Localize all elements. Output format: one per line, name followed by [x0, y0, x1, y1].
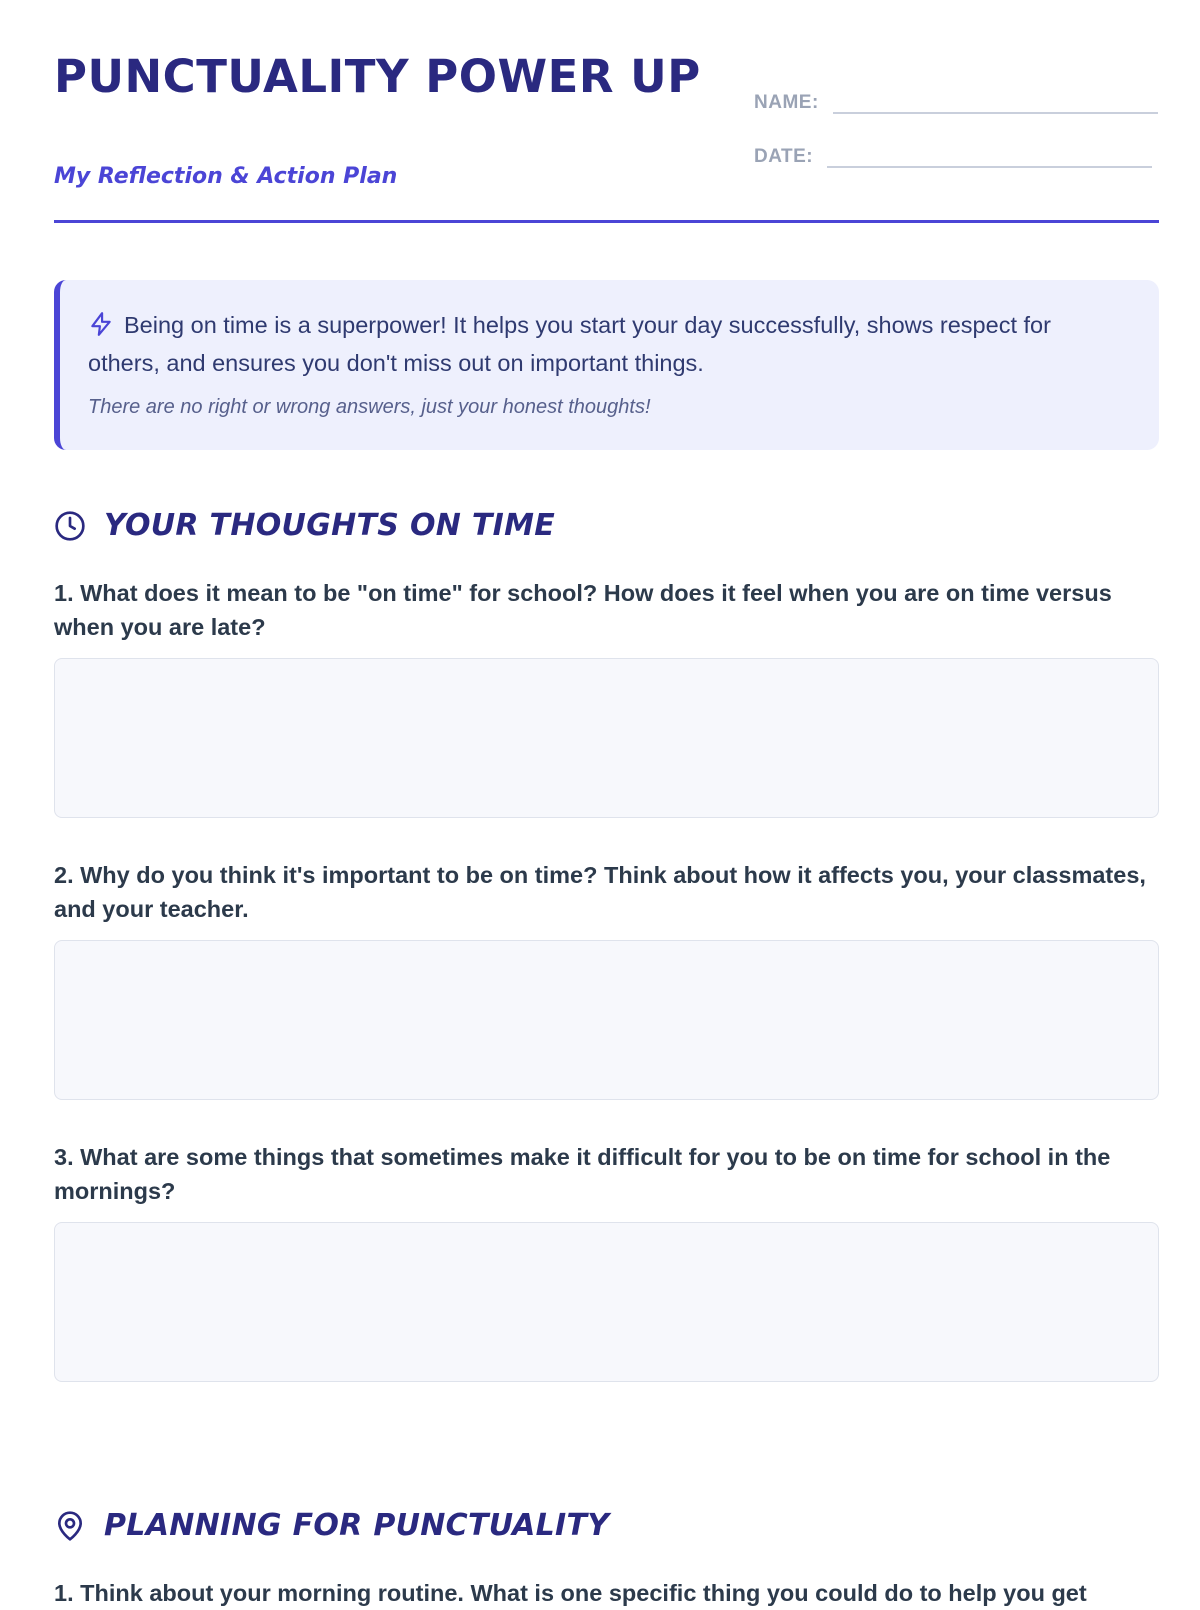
name-input-line[interactable] — [833, 82, 1158, 114]
section-title: PLANNING FOR PUNCTUALITY — [104, 1508, 610, 1543]
answer-box[interactable] — [54, 658, 1159, 818]
date-field-row — [754, 136, 1152, 168]
intro-callout — [54, 280, 1159, 450]
name-field-row — [754, 82, 1158, 114]
worksheet-header — [54, 0, 1159, 226]
question-text: 3. What are some things that sometimes make it difficult for you to be on time for school in the mornings? — [54, 1144, 1111, 1204]
answer-box[interactable] — [54, 1222, 1159, 1382]
page-subtitle: My Reflection & Action Plan — [54, 164, 398, 189]
date-label: DATE: — [754, 146, 814, 167]
section-title: YOUR THOUGHTS ON TIME — [104, 508, 556, 543]
intro-text: Being on time is a superpower! It helps you start your day successfully, shows respect for others, and ensures you don't miss out on important things. — [88, 312, 1051, 376]
intro-note: There are no right or wrong answers, just your honest thoughts! — [88, 396, 651, 418]
section-heading-planning — [54, 1508, 609, 1543]
question-text: 1. What does it mean to be "on time" for school? How does it feel when you are on time versus when you are late? — [54, 580, 1112, 640]
clock-icon — [54, 510, 86, 542]
name-label: NAME: — [754, 92, 819, 113]
question-text: 1. Think about your morning routine. What is one specific thing you could do to help you get — [54, 1580, 1087, 1606]
intro-paragraph — [88, 306, 1129, 382]
header-divider — [54, 220, 1159, 223]
answer-box[interactable] — [54, 940, 1159, 1100]
date-input-line[interactable] — [827, 136, 1152, 168]
page-title: PUNCTUALITY POWER UP — [54, 50, 701, 103]
worksheet-page — [54, 0, 1159, 1606]
question-text: 2. Why do you think it's important to be on time? Think about how it affects you, your classmates, and your teacher. — [54, 862, 1146, 922]
section-heading-thoughts — [54, 508, 555, 543]
lightning-bolt-icon — [88, 311, 114, 337]
map-pin-icon — [54, 1510, 86, 1542]
